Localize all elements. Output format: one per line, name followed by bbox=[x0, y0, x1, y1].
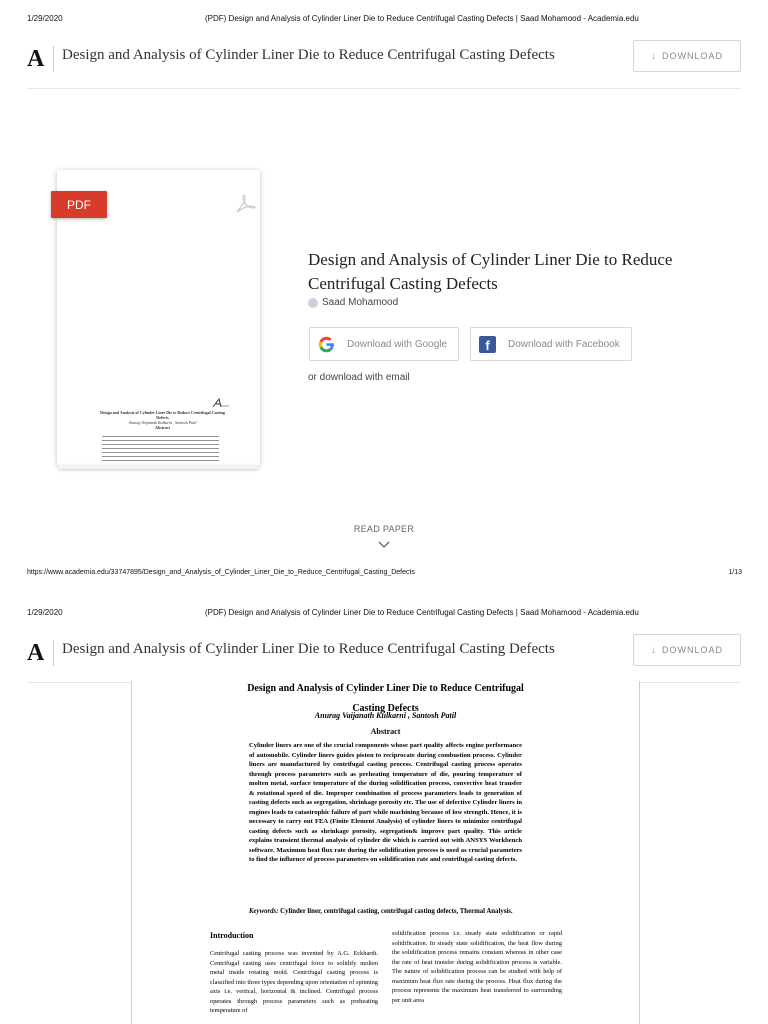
arrow-down-icon: ↓ bbox=[650, 644, 657, 656]
author-link[interactable] bbox=[308, 297, 398, 308]
app-bar-title-2: Design and Analysis of Cylinder Liner Die to Reduce Centrifugal Casting Defects bbox=[62, 641, 555, 657]
keywords-label: Keywords: bbox=[249, 908, 279, 915]
google-button-label: Download with Google bbox=[347, 338, 448, 350]
preview-mini-title: Design and Analysis of Cylinder Liner Die to Reduce Centrifugal Casting Defects bbox=[100, 410, 225, 420]
print-header-2 bbox=[0, 608, 768, 622]
paper-column-right: solidification process i.e. steady state solidification or rapid solidification. In steady state solidification, the heat flow during the solidification process remains constant whereas in other case the rate of heat transfer during solidification process is variable. The nature of solidification process can be studied with help of maximum heat flux rate during the process. Heat flux during the process represents the maximum heat transferred to surrounding per unit area bbox=[392, 930, 562, 1004]
print-date-2: 1/29/2020 bbox=[27, 608, 63, 617]
app-bar-title: Design and Analysis of Cylinder Liner Die to Reduce Centrifugal Casting Defects bbox=[62, 47, 555, 63]
print-page-title: (PDF) Design and Analysis of Cylinder Liner Die to Reduce Centrifugal Casting Defects | Saad Mohamood - Academia.edu bbox=[205, 14, 639, 23]
introduction-heading: Introduction bbox=[210, 931, 254, 940]
download-label: DOWNLOAD bbox=[661, 51, 723, 61]
app-bar bbox=[27, 40, 741, 89]
download-button[interactable] bbox=[633, 40, 741, 72]
pdf-badge: PDF bbox=[51, 191, 107, 218]
facebook-button-label: Download with Facebook bbox=[508, 338, 620, 350]
paper-title-line-1: Design and Analysis of Cylinder Liner Die to Reduce Centrifugal bbox=[247, 683, 524, 694]
preview-page-text bbox=[95, 410, 230, 430]
keywords-text: Cylinder liner, centrifugal casting, centrifugal casting defects, Thermal Analysis. bbox=[280, 908, 513, 915]
print-page-number: 1/13 bbox=[728, 569, 742, 576]
download-with-facebook-button[interactable] bbox=[470, 327, 632, 361]
acrobat-icon bbox=[234, 193, 256, 215]
preview-text-lines bbox=[102, 436, 219, 464]
print-footer bbox=[0, 569, 768, 581]
print-header bbox=[0, 14, 768, 28]
academia-logo-2[interactable]: A bbox=[27, 640, 45, 666]
document-title: Design and Analysis of Cylinder Liner Die to Reduce Centrifugal Casting Defects bbox=[308, 250, 673, 293]
download-with-email-link[interactable]: or download with email bbox=[308, 372, 410, 383]
abstract-text: Cylinder liners are one of the crucial components whose part quality affects engine performance of automobile. Cylinder liners guides piston to reciprocate during combustion process. Cylinder liners are manufactured by centrifugal casting process. Centrifugal casting process operates through process parameters such as preheating temperature of die, pouring temperature of molten metal, surface temperature of the during solidification process, convective heat transfer & rotational speed of die. Improper combination of process parameters leads to generation of casting defects such as segregation, shrinkage porosity etc. The use of defective Cylinder liners in engines leads to catastrophic failure of part while machining because of low strength. Hence, it is necessary to carry out FEA (Finite Element Analysis) of cylinder liners to minimize centrifugal casting defects such as shrinkage porosity, segregation& improve part quality. This article explains transient thermal analysis of cylinder die which is carried out with ANSYS Workbench software. Maximum heat flux rate during the solidification process is used as crucial parameters to find the influence of process parameters on solidification rate and centrifugal casting defects. bbox=[249, 742, 522, 863]
download-with-google-button[interactable] bbox=[309, 327, 459, 361]
download-button-2[interactable] bbox=[633, 634, 741, 666]
academia-logo[interactable]: A bbox=[27, 46, 45, 72]
chevron-down-icon[interactable] bbox=[378, 541, 390, 549]
preview-mini-authors: Anurag Vaijanath Kulkarni , Santosh Patil bbox=[128, 420, 197, 425]
print-page-title-2: (PDF) Design and Analysis of Cylinder Liner Die to Reduce Centrifugal Casting Defects | Saad Mohamood - Academia.edu bbox=[205, 608, 639, 617]
page-stack bbox=[59, 465, 258, 469]
facebook-icon: f bbox=[479, 336, 496, 353]
paper-column-left: Centrifugal casting process was invented by A.G. Eckhardt. Centrifugal casting uses centrifugal force to solidify molten metal inside rotating mold. Centrifugal casting process is classified into three types depending upon orientation of spinning axis i.e. vertical, horizontal & inclined. Centrifugal process operates through process parameters such as preheating temperature of bbox=[210, 950, 378, 1014]
download-label-2: DOWNLOAD bbox=[661, 645, 723, 655]
paper-page bbox=[131, 681, 640, 1024]
abstract-heading: Abstract bbox=[370, 727, 401, 736]
divider-2 bbox=[53, 640, 54, 666]
avatar bbox=[308, 298, 318, 308]
google-icon bbox=[318, 336, 335, 353]
keywords bbox=[249, 907, 522, 916]
divider bbox=[53, 46, 54, 72]
paper-title-line-2: Casting Defects bbox=[352, 703, 419, 714]
app-bar-2 bbox=[27, 634, 741, 683]
paper-authors: Anurag Vaijanath Kulkarni , Santosh Patil bbox=[314, 711, 457, 720]
print-url: https://www.academia.edu/33747895/Design_and_Analysis_of_Cylinder_Liner_Die_to_Reduce_Centrifugal_Casting_Defects bbox=[27, 569, 415, 576]
journal-logo-icon bbox=[212, 398, 230, 408]
read-paper-link[interactable]: READ PAPER bbox=[353, 524, 415, 534]
preview-mini-abstract: Abstract bbox=[155, 425, 170, 430]
arrow-down-icon: ↓ bbox=[650, 50, 657, 62]
author-name[interactable]: Saad Mohamood bbox=[322, 297, 399, 308]
print-date: 1/29/2020 bbox=[27, 14, 63, 23]
